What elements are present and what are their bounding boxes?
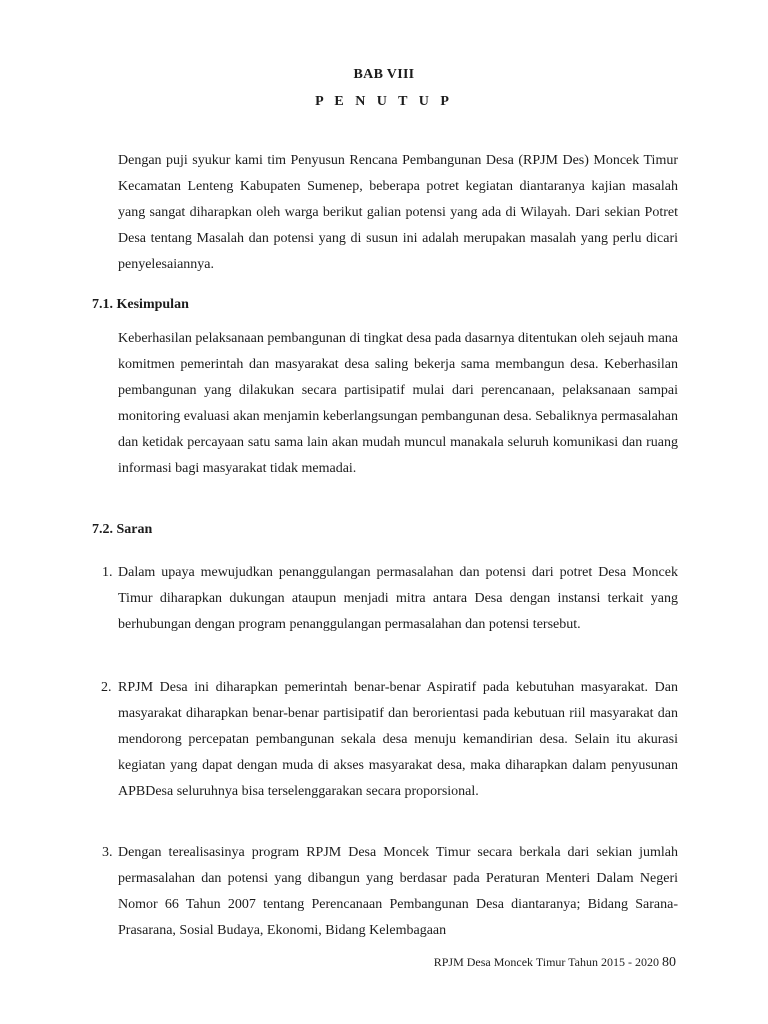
list-item-text: Dengan terealisasinya program RPJM Desa Moncek Timur secara berkala dari sekian jumlah permasalahan dan potensi yang dibangun yang berdasar pada Peraturan Menteri Dalam Negeri Nomor 66 Tahun 2007 tentang Perencanaan Pembangunan Desa diantaranya; Bidang Sarana-Prasarana, Sosial Budaya, Ekonomi, Bidang Kelembagaan bbox=[118, 845, 678, 938]
list-item bbox=[92, 675, 678, 805]
intro-paragraph: Dengan puji syukur kami tim Penyusun Rencana Pembangunan Desa (RPJM Des) Moncek Timur Kecamatan Lenteng Kabupaten Sumenep, beberapa potret kegiatan diantaranya kajian masalah yang sangat diharapkan oleh warga berikut galian potensi yang ada di Wilayah. Dari sekian Potret Desa tentang Masalah dan potensi yang di susun ini adalah merupakan masalah yang perlu dicari penyelesaiannya. bbox=[118, 153, 678, 272]
section-heading-saran: 7.2. Saran bbox=[92, 522, 153, 537]
page-footer bbox=[434, 955, 676, 971]
list-item-number: 2. bbox=[101, 680, 112, 695]
list-item bbox=[92, 840, 678, 944]
list-item-text: RPJM Desa ini diharapkan pemerintah benar-benar Aspiratif pada kebutuhan masyarakat. Dan masyarakat diharapkan benar-benar partisipatif dan berorientasi pada kebutuan riil masyarakat dan mendorong percepatan pembangunan sekala desa menuju kemandirian desa. Selain itu akurasi kegiatan yang dapat dengan muda di akses masyarakat desa, maka diharapkan dalam penyusunan APBDesa seluruhnya bisa terselenggarakan secara proporsional. bbox=[118, 680, 678, 799]
page-number: 80 bbox=[662, 955, 676, 970]
section-heading-kesimpulan: 7.1. Kesimpulan bbox=[92, 297, 189, 312]
chapter-title: P E N U T U P bbox=[315, 94, 453, 109]
list-item-number: 3. bbox=[102, 845, 113, 860]
chapter-number: BAB VIII bbox=[353, 67, 415, 82]
list-item-text: Dalam upaya mewujudkan penanggulangan permasalahan dan potensi dari potret Desa Moncek Timur diharapkan dukungan ataupun menjadi mitra antara Desa dengan instansi terkait yang berhubungan dengan program penanggulangan permasalahan dan potensi tersebut. bbox=[118, 565, 678, 632]
list-item-number: 1. bbox=[102, 565, 113, 580]
list-item bbox=[92, 560, 678, 638]
kesimpulan-paragraph: Keberhasilan pelaksanaan pembangunan di tingkat desa pada dasarnya ditentukan oleh sejauh mana komitmen pemerintah dan masyarakat desa saling bekerja sama membangun desa. Keberhasilan pembangunan yang dilakukan secara partisipatif mulai dari perencanaan, pelaksanaan sampai monitoring evaluasi akan menjamin keberlangsungan pembangunan desa. Sebaliknya permasalahan dan ketidak percayaan satu sama lain akan mudah muncul manakala seluruh komunikasi dan ruang informasi bagi masyarakat tidak memadai. bbox=[118, 331, 678, 476]
footer-label: RPJM Desa Moncek Timur Tahun 2015 - 2020 bbox=[433, 955, 659, 969]
